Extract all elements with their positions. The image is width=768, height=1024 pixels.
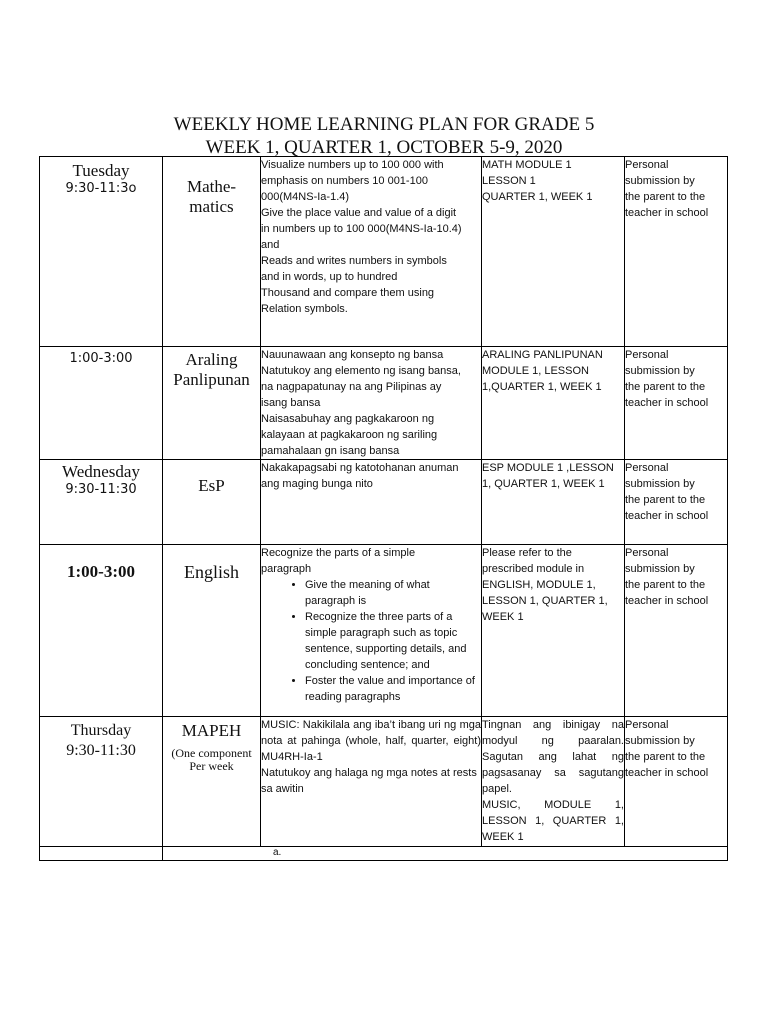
competency-line: Nakakapagsabi ng katotohanan anuman [261, 462, 459, 474]
competency-line: Natutukoy ang elemento ng isang bansa, [261, 365, 461, 377]
list-item: • Foster the value and importance of reading paragraphs [305, 673, 481, 705]
task-line: 1,QUARTER 1, WEEK 1 [482, 381, 602, 393]
delivery-line: Personal [625, 719, 669, 731]
task-cell [482, 347, 625, 460]
delivery-line: Personal [625, 349, 669, 361]
delivery-line: submission by [625, 175, 695, 187]
task-line: MODULE 1, LESSON [482, 365, 589, 377]
delivery-line: the parent to the [625, 191, 706, 203]
delivery-line: submission by [625, 478, 695, 490]
competency-line: Recognize the parts of a simple [261, 547, 416, 559]
table-row [40, 717, 728, 847]
task-cell [482, 460, 625, 545]
day-cell [40, 717, 163, 847]
subject-note: Per week [189, 759, 234, 773]
delivery-line: teacher in school [625, 767, 709, 779]
table-row [40, 347, 728, 460]
time-label: 1:00-3:00 [67, 562, 135, 581]
subject-cell [163, 157, 261, 347]
delivery-line: submission by [625, 365, 695, 377]
competency-line: Nauunawaan ang konsepto ng bansa [261, 349, 444, 361]
delivery-cell [625, 717, 728, 847]
subject-note: (One component [171, 746, 252, 760]
competency-cell [261, 717, 482, 847]
subject-cell [163, 347, 261, 460]
table-row [40, 460, 728, 545]
delivery-line: the parent to the [625, 579, 706, 591]
empty-cell [163, 847, 728, 861]
document-subtitle: WEEK 1, QUARTER 1, OCTOBER 5-9, 2020 [205, 137, 563, 158]
task-line: ENGLISH, MODULE 1, [482, 579, 596, 591]
competency-cell [261, 460, 482, 545]
competency-line: Give the place value and value of a digit [261, 207, 457, 219]
task-text: Tingnan ang ibinigay na modyul ng paaralan. Sagutan ang lahat ng pagsasanay sa sagutang papel. [482, 719, 624, 795]
competency-line: Relation symbols. [261, 303, 348, 315]
competency-line: isang bansa [261, 397, 321, 409]
competency-line: ang maging bunga nito [261, 478, 373, 490]
delivery-line: teacher in school [625, 397, 709, 409]
day-label: Tuesday [72, 161, 130, 180]
competency-list [261, 577, 481, 705]
delivery-cell [625, 157, 728, 347]
delivery-cell [625, 347, 728, 460]
competency-text: Natutukoy ang halaga ng mga notes at rests sa awitin [261, 767, 477, 795]
subject-label: English [183, 562, 239, 582]
task-line: prescribed module in [482, 563, 585, 575]
subject-cell [163, 545, 261, 717]
subject-cell [163, 717, 261, 847]
competency-line: paragraph [261, 563, 312, 575]
delivery-line: the parent to the [625, 381, 706, 393]
delivery-line: Personal [625, 159, 669, 171]
time-label: 1:00-3:00 [69, 351, 133, 366]
task-cell [482, 545, 625, 717]
delivery-line: teacher in school [625, 510, 709, 522]
table-row [40, 847, 728, 861]
subject-label: EsP [198, 476, 225, 495]
task-line: ARALING PANLIPUNAN [482, 349, 603, 361]
list-marker: a. [273, 847, 282, 858]
task-line: Please refer to the [482, 547, 572, 559]
time-label: 9:30-11:30 [65, 482, 137, 497]
delivery-line: the parent to the [625, 494, 706, 506]
time-label: 9:30-11:3o [65, 181, 137, 196]
delivery-line: Personal [625, 547, 669, 559]
day-label: Thursday [70, 722, 132, 739]
subject-label: matics [189, 197, 234, 216]
learning-plan-table [39, 156, 728, 861]
subject-label: Mathe- [186, 177, 237, 196]
competency-cell [261, 347, 482, 460]
competency-line: kalayaan at pagkakaroon ng sariling [261, 429, 438, 441]
competency-line: and in words, up to hundred [261, 271, 398, 283]
task-line: LESSON 1, QUARTER 1, [482, 595, 608, 607]
task-text: MUSIC, MODULE 1, LESSON 1, QUARTER 1, WEEK 1 [482, 799, 624, 843]
time-label: 9:30-11:30 [66, 742, 136, 759]
subject-label: MAPEH [181, 721, 242, 740]
delivery-cell [625, 460, 728, 545]
delivery-line: teacher in school [625, 595, 709, 607]
subject-cell [163, 460, 261, 545]
day-cell [40, 157, 163, 347]
day-cell [40, 347, 163, 460]
competency-line: na nagpapatunay na ang Pilipinas ay [261, 381, 442, 393]
competency-line: in numbers up to 100 000(M4NS-Ia-10.4) [261, 223, 462, 235]
day-cell [40, 545, 163, 717]
task-line: LESSON 1 [482, 175, 536, 187]
document-title: WEEKLY HOME LEARNING PLAN FOR GRADE 5 [173, 114, 595, 135]
competency-line: pamahalaan gn isang bansa [261, 445, 400, 457]
task-cell [482, 157, 625, 347]
task-line: ESP MODULE 1 ,LESSON [482, 462, 614, 474]
table-row [40, 545, 728, 717]
delivery-cell [625, 545, 728, 717]
task-line: MATH MODULE 1 [482, 159, 572, 171]
list-item: • Recognize the three parts of a simple paragraph such as topic sentence, supporting details, and concluding sentence; and [305, 609, 481, 673]
day-cell [40, 460, 163, 545]
delivery-line: teacher in school [625, 207, 709, 219]
subject-label: Araling [185, 350, 238, 369]
competency-cell [261, 157, 482, 347]
delivery-line: submission by [625, 563, 695, 575]
competency-line: and [261, 239, 280, 251]
competency-cell [261, 545, 482, 717]
task-line: QUARTER 1, WEEK 1 [482, 191, 593, 203]
competency-line: Naisasabuhay ang pagkakaroon ng [261, 413, 435, 425]
competency-line: emphasis on numbers 10 001-100 [261, 175, 428, 187]
competency-text: MUSIC: Nakikilala ang iba’t ibang uri ng mga nota at pahinga (whole, half, quarter, eight) MU4RH-Ia-1 [261, 719, 481, 763]
competency-line: Thousand and compare them using [261, 287, 435, 299]
delivery-line: submission by [625, 735, 695, 747]
day-label: Wednesday [62, 462, 140, 481]
task-line: WEEK 1 [482, 611, 524, 623]
competency-line: 000(M4NS-Ia-1.4) [261, 191, 350, 203]
list-item: • Give the meaning of what paragraph is [305, 577, 481, 609]
task-line: 1, QUARTER 1, WEEK 1 [482, 478, 605, 490]
competency-line: Visualize numbers up to 100 000 with [261, 159, 444, 171]
competency-line: Reads and writes numbers in symbols [261, 255, 447, 267]
delivery-line: Personal [625, 462, 669, 474]
task-cell [482, 717, 625, 847]
table-row [40, 157, 728, 347]
empty-cell [40, 847, 163, 861]
subject-label: Panlipunan [173, 370, 250, 389]
delivery-line: the parent to the [625, 751, 706, 763]
